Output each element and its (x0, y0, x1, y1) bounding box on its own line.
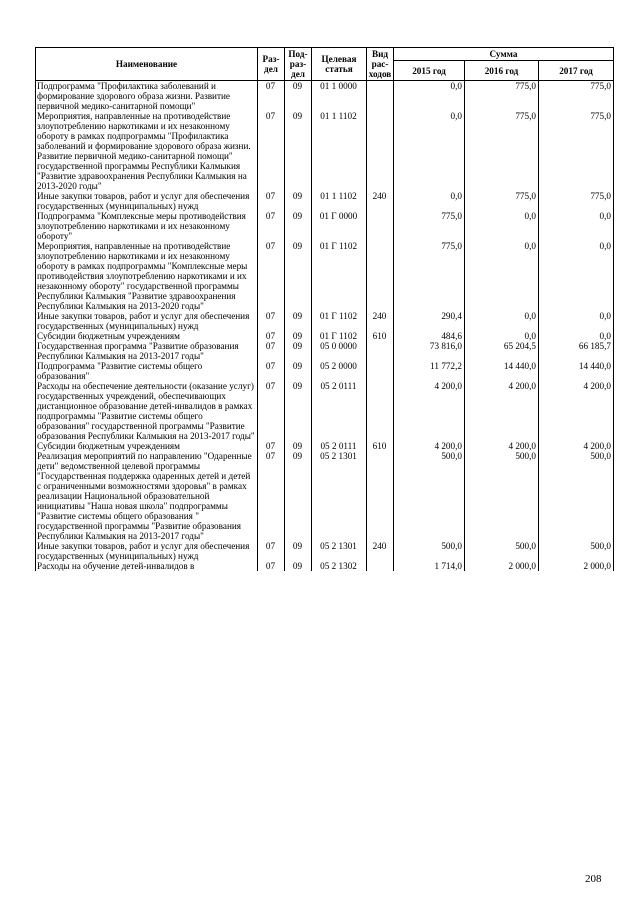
row-2016: 0,0 (465, 211, 539, 241)
row-article: 05 2 0111 (312, 381, 367, 441)
row-vid (367, 361, 394, 381)
table-header (36, 48, 614, 81)
row-2016: 2 000,0 (465, 561, 539, 571)
row-article: 01 1 0000 (312, 81, 367, 112)
row-2017: 0,0 (539, 311, 614, 331)
table-row (36, 341, 614, 361)
row-article: 01 Г 1102 (312, 311, 367, 331)
row-podrazdel: 09 (285, 541, 312, 561)
row-vid (367, 341, 394, 361)
row-vid: 240 (367, 311, 394, 331)
row-2015: 290,4 (394, 311, 465, 331)
row-2017: 775,0 (539, 111, 614, 191)
row-name: Мероприятия, направленные на противодействие злоупотреблению наркотиками и их незаконному обороту в рамках подпрограммы "Комплексные меры противодействия злоупотреблению наркотиками и их незаконному обороту" государственной программы Республики Калмыкия "Развитие здравоохранения Республики Калмыкия на 2013-2020 годы" (36, 241, 258, 311)
page-number: 208 (585, 873, 602, 885)
row-2017: 775,0 (539, 81, 614, 112)
row-razdel: 07 (258, 111, 285, 191)
table-row (36, 331, 614, 341)
table-row (36, 211, 614, 241)
table-row (36, 241, 614, 311)
row-podrazdel: 09 (285, 331, 312, 341)
table-row (36, 541, 614, 561)
row-2016: 500,0 (465, 541, 539, 561)
row-name: Иные закупки товаров, работ и услуг для обеспечения государственных (муниципальных) нужд (36, 311, 258, 331)
row-podrazdel: 09 (285, 361, 312, 381)
table-row (36, 361, 614, 381)
row-razdel: 07 (258, 311, 285, 331)
row-2017: 4 200,0 (539, 381, 614, 441)
row-2015: 775,0 (394, 211, 465, 241)
row-article: 01 1 1102 (312, 111, 367, 191)
row-razdel: 07 (258, 361, 285, 381)
row-name: Расходы на обучение детей-инвалидов в (36, 561, 258, 571)
header-article: Целевая статья (312, 48, 367, 81)
row-2015: 4 200,0 (394, 381, 465, 441)
row-2016: 775,0 (465, 191, 539, 211)
row-2016: 65 204,5 (465, 341, 539, 361)
row-name: Субсидии бюджетным учреждениям (36, 441, 258, 451)
row-name: Подпрограмма "Развитие системы общего образования" (36, 361, 258, 381)
header-2016: 2016 год (465, 61, 539, 81)
row-vid: 240 (367, 541, 394, 561)
row-2015: 0,0 (394, 111, 465, 191)
row-name: Иные закупки товаров, работ и услуг для обеспечения государственных (муниципальных) нужд (36, 191, 258, 211)
row-vid: 610 (367, 331, 394, 341)
row-razdel: 07 (258, 451, 285, 541)
row-article: 05 2 0111 (312, 441, 367, 451)
row-article: 01 1 1102 (312, 191, 367, 211)
row-vid (367, 81, 394, 112)
row-2016: 4 200,0 (465, 441, 539, 451)
row-vid (367, 561, 394, 571)
header-razdel: Раз- дел (258, 48, 285, 81)
row-name: Реализация мероприятий по направлению "Одаренные дети" ведомственной целевой программы "Государственная поддержка одаренных детей и детей с ограниченными возможностями здоровья" в рамках реализации Национальной образовательной инициативы "Наша новая школа" подпрограммы "Развитие системы общего образования " государственной программы "Развитие образования Республики Калмыкия на 2013-2017 годы" (36, 451, 258, 541)
row-vid (367, 241, 394, 311)
row-podrazdel: 09 (285, 241, 312, 311)
table-row (36, 311, 614, 331)
row-2016: 0,0 (465, 311, 539, 331)
table-row (36, 381, 614, 441)
row-article: 01 Г 1102 (312, 331, 367, 341)
row-article: 01 Г 1102 (312, 241, 367, 311)
row-2017: 14 440,0 (539, 361, 614, 381)
row-2017: 500,0 (539, 541, 614, 561)
row-podrazdel: 09 (285, 311, 312, 331)
row-name: Подпрограмма "Профилактика заболеваний и формирование здорового образа жизни. Развитие первичной медико-санитарной помощи" (36, 81, 258, 112)
row-vid: 610 (367, 441, 394, 451)
row-podrazdel: 09 (285, 341, 312, 361)
row-2015: 775,0 (394, 241, 465, 311)
row-2017: 66 185,7 (539, 341, 614, 361)
row-2017: 0,0 (539, 211, 614, 241)
budget-table (35, 47, 614, 571)
header-podrazdel: Под- раз- дел (285, 48, 312, 81)
table-row (36, 81, 614, 112)
row-razdel: 07 (258, 561, 285, 571)
row-2017: 500,0 (539, 451, 614, 541)
header-2015: 2015 год (394, 61, 465, 81)
table-row (36, 111, 614, 191)
row-podrazdel: 09 (285, 381, 312, 441)
row-2016: 775,0 (465, 81, 539, 112)
row-2016: 14 440,0 (465, 361, 539, 381)
row-2015: 484,6 (394, 331, 465, 341)
row-podrazdel: 09 (285, 451, 312, 541)
row-article: 05 2 1301 (312, 541, 367, 561)
row-name: Подпрограмма "Комплексные меры противодействия злоупотреблению наркотиками и их незаконному обороту" (36, 211, 258, 241)
row-razdel: 07 (258, 381, 285, 441)
row-razdel: 07 (258, 331, 285, 341)
row-2016: 775,0 (465, 111, 539, 191)
row-2017: 0,0 (539, 331, 614, 341)
row-podrazdel: 09 (285, 191, 312, 211)
row-razdel: 07 (258, 441, 285, 451)
row-2017: 4 200,0 (539, 441, 614, 451)
row-vid: 240 (367, 191, 394, 211)
row-2015: 0,0 (394, 191, 465, 211)
row-article: 05 0 0000 (312, 341, 367, 361)
header-2017: 2017 год (539, 61, 614, 81)
table-body (36, 81, 614, 572)
table-row (36, 191, 614, 211)
row-name: Расходы на обеспечение деятельности (оказание услуг) государственных учреждений, обеспечивающих дистанционное образование детей-инвалидов в рамках подпрограммы "Развитие системы общего образования" государственной программы "Развитие образования Республики Калмыкия на 2013-2017 годы" (36, 381, 258, 441)
row-2016: 500,0 (465, 451, 539, 541)
row-2015: 500,0 (394, 451, 465, 541)
row-razdel: 07 (258, 341, 285, 361)
row-vid (367, 451, 394, 541)
row-name: Мероприятия, направленные на противодействие злоупотреблению наркотиками и их незаконному обороту в рамках подпрограммы "Профилактика заболеваний и формирование здорового образа жизни. Развитие первичной медико-санитарной помощи" государственной программы Республики Калмыкия "Развитие здравоохранения Республики Калмыкия на 2013-2020 годы" (36, 111, 258, 191)
row-article: 05 2 0000 (312, 361, 367, 381)
row-podrazdel: 09 (285, 441, 312, 451)
row-2015: 0,0 (394, 81, 465, 112)
row-article: 01 Г 0000 (312, 211, 367, 241)
row-2016: 0,0 (465, 331, 539, 341)
row-podrazdel: 09 (285, 111, 312, 191)
row-2015: 73 816,0 (394, 341, 465, 361)
row-2015: 11 772,2 (394, 361, 465, 381)
header-vid: Вид рас- ходов (367, 48, 394, 81)
row-vid (367, 211, 394, 241)
row-razdel: 07 (258, 81, 285, 112)
row-2017: 0,0 (539, 241, 614, 311)
row-vid (367, 381, 394, 441)
row-razdel: 07 (258, 191, 285, 211)
header-sum: Сумма (394, 48, 614, 61)
row-podrazdel: 09 (285, 81, 312, 112)
row-article: 05 2 1302 (312, 561, 367, 571)
row-2016: 4 200,0 (465, 381, 539, 441)
row-2016: 0,0 (465, 241, 539, 311)
table-row (36, 441, 614, 451)
row-2015: 4 200,0 (394, 441, 465, 451)
row-2015: 500,0 (394, 541, 465, 561)
row-2017: 775,0 (539, 191, 614, 211)
row-article: 05 2 1301 (312, 451, 367, 541)
row-podrazdel: 09 (285, 561, 312, 571)
row-vid (367, 111, 394, 191)
table-row (36, 451, 614, 541)
row-2017: 2 000,0 (539, 561, 614, 571)
row-razdel: 07 (258, 211, 285, 241)
row-2015: 1 714,0 (394, 561, 465, 571)
row-podrazdel: 09 (285, 211, 312, 241)
row-razdel: 07 (258, 241, 285, 311)
row-name: Государственная программа "Развитие образования Республики Калмыкия на 2013-2017 годы" (36, 341, 258, 361)
header-name: Наименование (36, 48, 258, 81)
table-row (36, 561, 614, 571)
row-razdel: 07 (258, 541, 285, 561)
row-name: Иные закупки товаров, работ и услуг для обеспечения государственных (муниципальных) нужд (36, 541, 258, 561)
row-name: Субсидии бюджетным учреждениям (36, 331, 258, 341)
